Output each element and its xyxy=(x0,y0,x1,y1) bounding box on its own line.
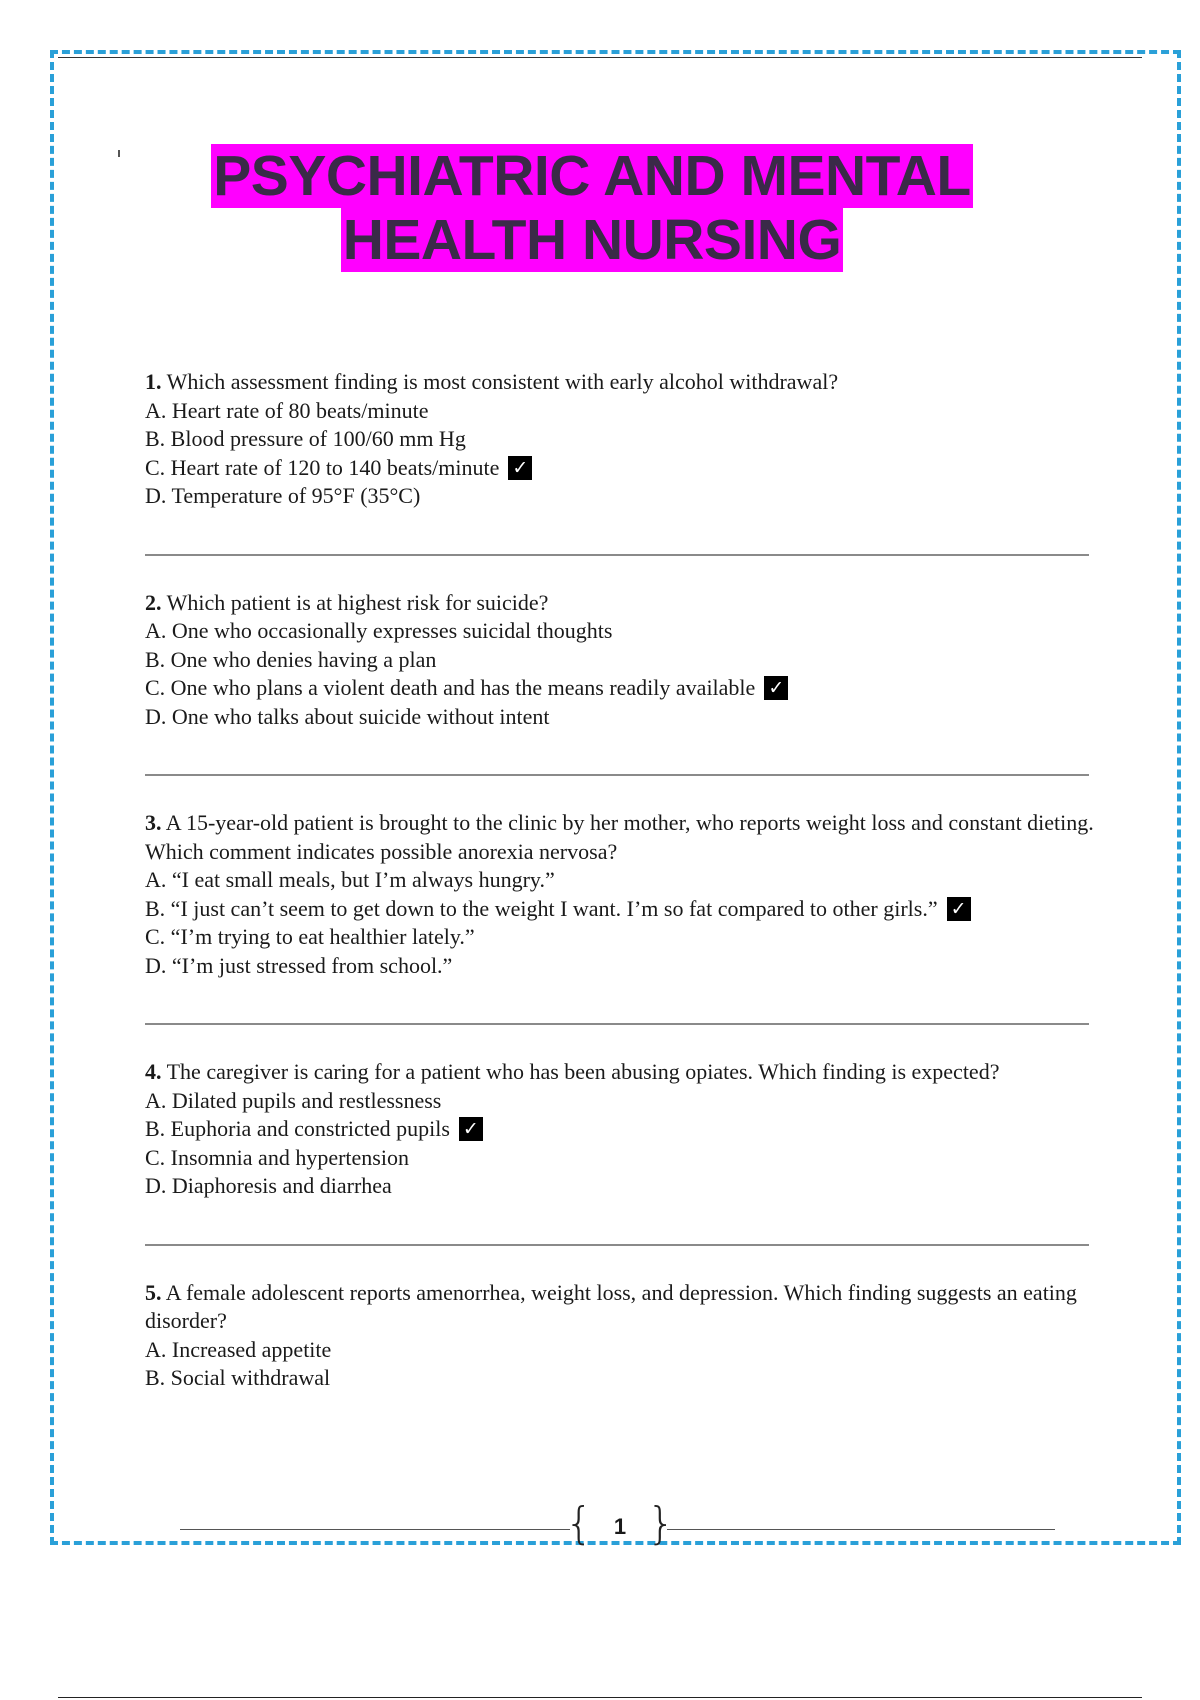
question-number: 1. xyxy=(145,369,162,394)
question-5 xyxy=(145,1279,1095,1393)
footer-rule-left xyxy=(180,1529,570,1530)
question-number: 5. xyxy=(145,1279,162,1305)
option-text: B. Euphoria and constricted pupils xyxy=(145,1116,450,1141)
answer-option-correct xyxy=(145,1115,1095,1144)
document-title xyxy=(0,144,1184,272)
option-text: A. Dilated pupils and restlessness xyxy=(145,1087,442,1113)
answer-option xyxy=(145,397,1095,426)
answer-option xyxy=(145,425,1095,454)
checkmark-icon: ✓ xyxy=(508,456,532,480)
title-line-2: HEALTH NURSING xyxy=(342,208,842,272)
answer-option-correct xyxy=(145,674,1095,703)
answer-option-correct xyxy=(145,454,1095,483)
question-divider xyxy=(145,1023,1089,1025)
question-2 xyxy=(145,589,1095,732)
answer-option xyxy=(145,1087,1095,1116)
question-text: A 15-year-old patient is brought to the clinic by her mother, who reports weight loss and constant dieting. Which comment indicates possible anorexia nervosa? xyxy=(145,810,1094,864)
option-text: B. “I just can’t seem to get down to the weight I want. I’m so fat compared to other girls.” xyxy=(145,895,938,921)
option-text: A. Heart rate of 80 beats/minute xyxy=(145,397,429,423)
question-text: Which patient is at highest risk for suicide? xyxy=(166,589,549,615)
answer-option xyxy=(145,866,1095,895)
answer-option xyxy=(145,1172,1095,1201)
answer-option xyxy=(145,703,1095,732)
question-number: 3. xyxy=(145,810,162,835)
question-stem xyxy=(145,368,1095,397)
option-text: C. Insomnia and hypertension xyxy=(145,1144,409,1170)
left-brace-icon: { xyxy=(565,1498,593,1549)
option-text: C. One who plans a violent death and has the means readily available xyxy=(145,675,756,700)
question-4 xyxy=(145,1058,1095,1201)
answer-option-correct xyxy=(145,895,1095,924)
answer-option xyxy=(145,952,1095,981)
question-divider xyxy=(145,774,1089,776)
option-text: D. Temperature of 95°F (35°C) xyxy=(145,483,421,508)
answer-option xyxy=(145,1364,1095,1393)
checkmark-icon: ✓ xyxy=(764,676,788,700)
answer-option xyxy=(145,1144,1095,1173)
question-text: A female adolescent reports amenorrhea, weight loss, and depression. Which finding suggests an eating disorder? xyxy=(145,1279,1077,1333)
page-number: 1 xyxy=(613,1514,627,1539)
option-text: C. “I’m trying to eat healthier lately.” xyxy=(145,924,475,949)
option-text: D. Diaphoresis and diarrhea xyxy=(145,1173,392,1198)
answer-option xyxy=(145,923,1095,952)
question-number: 2. xyxy=(145,589,162,615)
question-text: The caregiver is caring for a patient who has been abusing opiates. Which finding is expected? xyxy=(166,1059,1000,1084)
question-stem xyxy=(145,1279,1095,1336)
option-text: B. One who denies having a plan xyxy=(145,646,437,672)
option-text: D. One who talks about suicide without intent xyxy=(145,703,550,729)
option-text: C. Heart rate of 120 to 140 beats/minute xyxy=(145,454,500,480)
answer-option xyxy=(145,646,1095,675)
top-rule xyxy=(58,57,1142,58)
question-1 xyxy=(145,368,1095,511)
question-3 xyxy=(145,809,1095,980)
question-stem xyxy=(145,809,1095,866)
option-text: A. “I eat small meals, but I’m always hungry.” xyxy=(145,867,555,892)
right-brace-icon: } xyxy=(647,1498,675,1549)
question-list xyxy=(145,368,1095,1393)
question-divider xyxy=(145,1244,1089,1246)
title-line-1: PSYCHIATRIC AND MENTAL xyxy=(213,144,971,208)
question-number: 4. xyxy=(145,1059,162,1084)
question-divider xyxy=(145,554,1089,556)
answer-option xyxy=(145,482,1095,511)
footer-rule-right xyxy=(667,1529,1055,1530)
checkmark-icon: ✓ xyxy=(459,1117,483,1141)
bottom-rule xyxy=(58,1697,1142,1698)
option-text: A. Increased appetite xyxy=(145,1336,332,1362)
question-stem xyxy=(145,1058,1095,1087)
answer-option xyxy=(145,617,1095,646)
option-text: D. “I’m just stressed from school.” xyxy=(145,952,453,978)
page-number-block xyxy=(565,1498,675,1550)
question-stem xyxy=(145,589,1095,618)
answer-option xyxy=(145,1336,1095,1365)
checkmark-icon: ✓ xyxy=(947,897,971,921)
option-text: B. Blood pressure of 100/60 mm Hg xyxy=(145,426,466,451)
question-text: Which assessment finding is most consistent with early alcohol withdrawal? xyxy=(166,369,839,394)
option-text: B. Social withdrawal xyxy=(145,1365,331,1390)
option-text: A. One who occasionally expresses suicidal thoughts xyxy=(145,618,613,643)
